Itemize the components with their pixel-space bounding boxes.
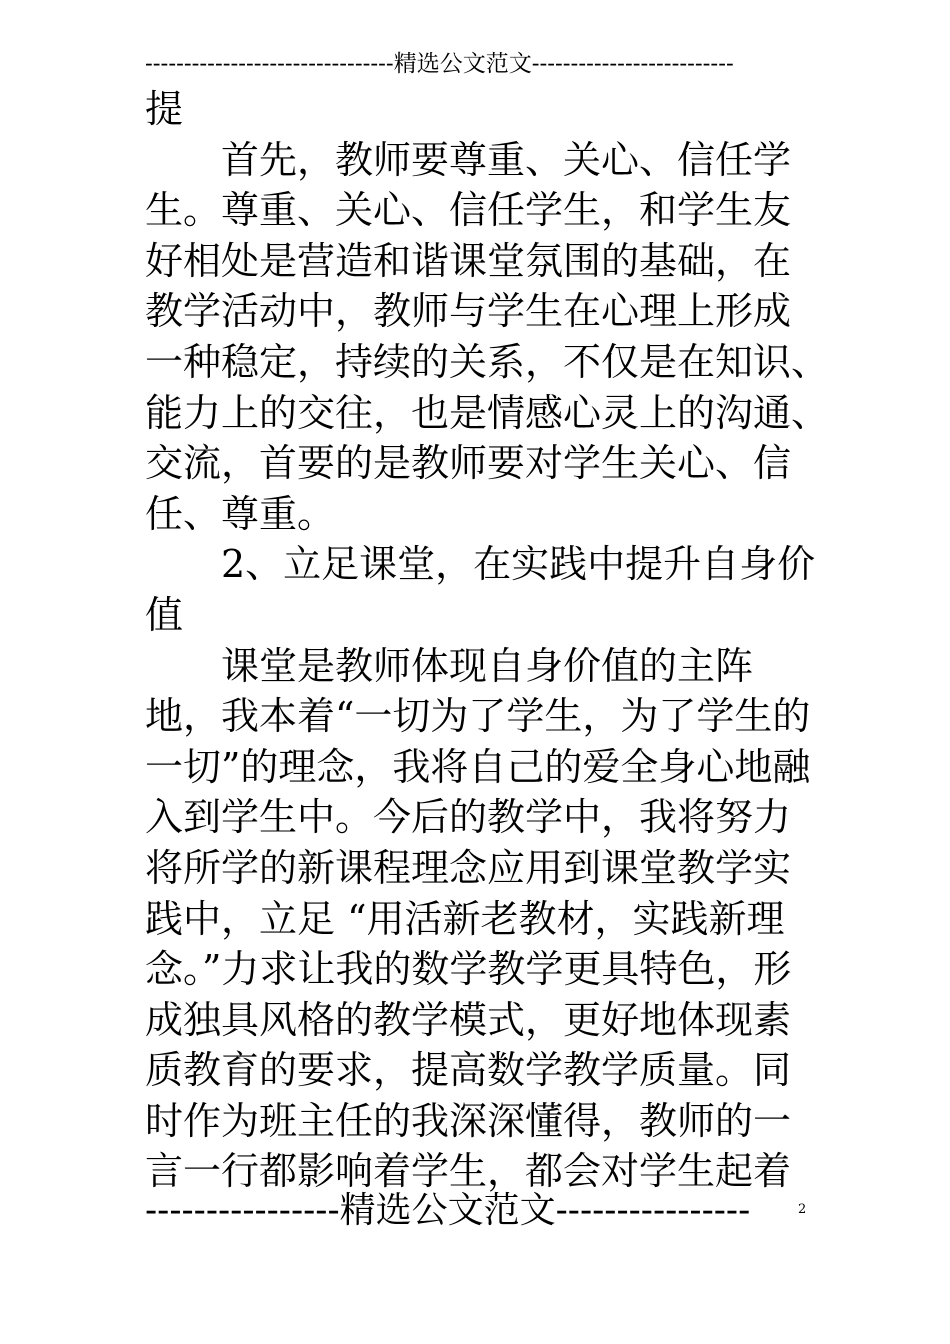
text-line: 教学活动中，教师与学生在心理上形成 xyxy=(145,289,792,334)
text-line: 地，我本着“一切为了学生，为了学生的 xyxy=(145,694,811,739)
text-line: 质教育的要求，提高数学教学质量。同 xyxy=(145,1048,792,1093)
text-line: 生。尊重、关心、信任学生，和学生友 xyxy=(145,188,792,233)
text-line: 将所学的新课程理念应用到课堂教学实 xyxy=(145,845,792,890)
text-line: 践中，立足 “用活新老教材，实践新理 xyxy=(145,896,785,941)
page-header: --------------------------------精选公文范文-------------------------- xyxy=(145,51,734,77)
text-line: 课堂是教师体现自身价值的主阵 xyxy=(145,643,754,688)
text-line: 首先，教师要尊重、关心、信任学 xyxy=(145,137,792,182)
text-line: 提 xyxy=(145,87,184,131)
text-line: 任、尊重。 xyxy=(145,491,336,536)
section-heading-line: 值 xyxy=(145,592,184,637)
text-line: 成独具风格的教学模式，更好地体现素 xyxy=(145,997,792,1042)
text-line: 一种稳定，持续的关系，不仅是在知识、 xyxy=(145,339,830,384)
text-line: 能力上的交往，也是情感心灵上的沟通、 xyxy=(145,390,830,435)
text-line: 入到学生中。今后的教学中，我将努力 xyxy=(145,795,792,840)
text-line: 好相处是营造和谐课堂氛围的基础，在 xyxy=(145,238,792,283)
text-line: 念。”力求让我的数学教学更具特色，形 xyxy=(145,947,792,992)
section-heading-line: 2、立足课堂，在实践中提升自身价 xyxy=(145,542,816,587)
text-line: 交流，首要的是教师要对学生关心、信 xyxy=(145,441,792,486)
page-footer: ----------------精选公文范文---------------- xyxy=(145,1190,751,1231)
text-line: 时作为班主任的我深深懂得，教师的一 xyxy=(145,1098,792,1143)
text-line: 言一行都影响着学生，都会对学生起着 xyxy=(145,1149,792,1194)
page-number: 2 xyxy=(798,1202,807,1217)
text-line: 一切”的理念，我将自己的爱全身心地融 xyxy=(145,744,811,789)
document-body xyxy=(145,84,830,1197)
